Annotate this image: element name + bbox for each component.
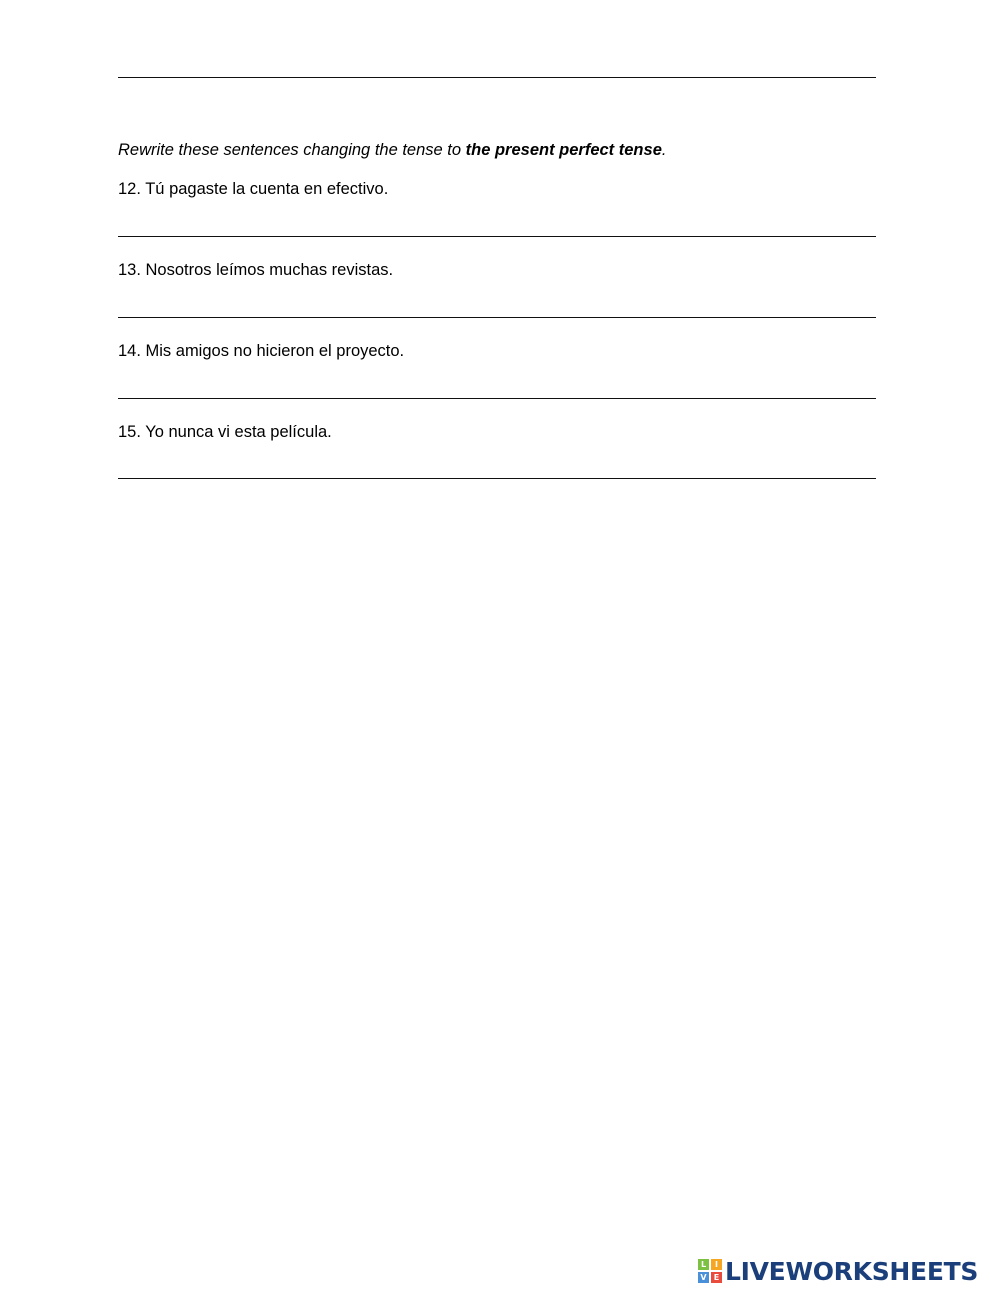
question-15: 15. Yo nunca vi esta película.	[118, 423, 332, 441]
answer-line-13[interactable]	[118, 317, 876, 318]
logo-block-v: V	[698, 1272, 709, 1283]
answer-line-previous[interactable]	[118, 77, 876, 78]
question-12: 12. Tú pagaste la cuenta en efectivo.	[118, 180, 389, 198]
logo-text: LIVEWORKSHEETS	[725, 1256, 979, 1286]
answer-line-14[interactable]	[118, 398, 876, 399]
logo-block-l: L	[698, 1259, 709, 1270]
question-13: 13. Nosotros leímos muchas revistas.	[118, 261, 394, 279]
answer-line-15[interactable]	[118, 478, 876, 479]
instruction-text	[118, 140, 666, 160]
logo-icon	[698, 1259, 722, 1283]
instruction-emphasis: the present perfect tense	[465, 141, 662, 159]
instruction-prefix: Rewrite these sentences changing the tense to	[118, 141, 466, 159]
answer-line-12[interactable]	[118, 236, 876, 237]
liveworksheets-logo	[698, 1257, 978, 1285]
logo-block-e: E	[711, 1272, 722, 1283]
instruction-suffix: .	[661, 141, 667, 159]
logo-block-i: I	[711, 1259, 722, 1270]
question-14: 14. Mis amigos no hicieron el proyecto.	[118, 342, 405, 360]
